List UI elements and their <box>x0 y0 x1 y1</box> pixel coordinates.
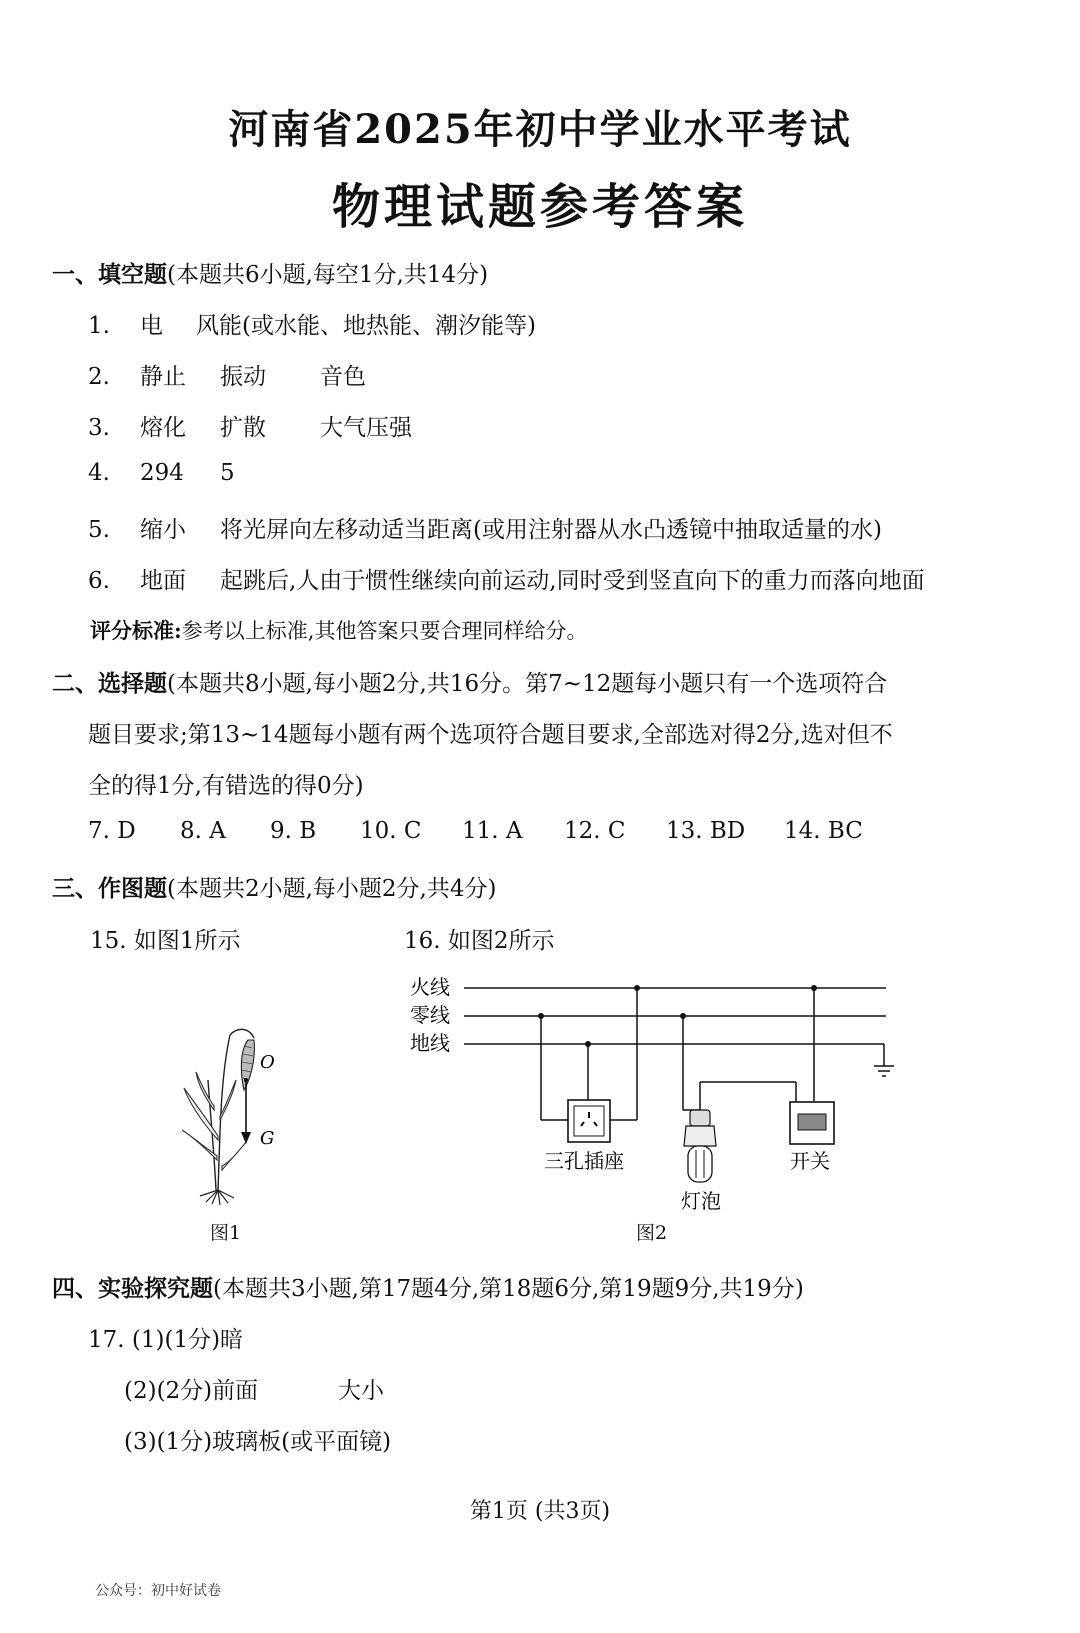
bulb-icon <box>684 1110 716 1182</box>
section2-header <box>52 665 887 698</box>
q17-part2-a: (2)(2分)前面 <box>124 1378 259 1404</box>
answer-a: 熔化 <box>140 415 186 441</box>
answer-b: 将光屏向左移动适当距离(或用注射器从水凸透镜中抽取适量的水) <box>220 517 882 543</box>
answer-b: 风能(或水能、地热能、潮汐能等) <box>196 313 536 339</box>
page-title: 河南省2025年初中学业水平考试 <box>228 106 852 153</box>
answer-row-2 <box>88 358 366 391</box>
answer-row-1 <box>88 307 536 340</box>
q17-part3: (3)(1分)玻璃板(或平面镜) <box>124 1429 392 1455</box>
answer-a: 294 <box>140 460 184 486</box>
answer-b: 起跳后,人由于惯性继续向前运动,同时受到竖直向下的重力而落向地面 <box>220 568 925 594</box>
grading-note <box>90 615 587 645</box>
live-wire-label: 火线 <box>410 975 450 999</box>
choice-answer: 12. C <box>564 818 626 844</box>
answer-a: 静止 <box>140 364 186 390</box>
section1-desc: (本题共6小题,每空1分,共14分) <box>167 262 489 288</box>
watermark: 公众号：初中好试卷 <box>95 1583 221 1599</box>
q15-label: 15. 如图1所示 <box>90 928 241 954</box>
lamp-switch-wiring <box>683 988 814 1110</box>
figure-1-plant-diagram <box>170 1010 300 1220</box>
answer-c: 大气压强 <box>320 415 412 441</box>
answer-row-6 <box>88 562 925 595</box>
figure-2-circuit-diagram <box>400 970 920 1230</box>
answer-a: 地面 <box>140 568 186 594</box>
section3-desc: (本题共2小题,每小题2分,共4分) <box>167 876 497 902</box>
section2-desc-1: (本题共8小题,每小题2分,共16分。第7~12题每小题只有一个选项符合 <box>167 671 888 697</box>
bulb-label: 灯泡 <box>681 1189 721 1213</box>
q17-part2 <box>124 1372 384 1405</box>
answer-c: 音色 <box>320 364 366 390</box>
three-hole-socket <box>568 1100 610 1142</box>
answer-number: 3. <box>88 415 110 441</box>
section2-desc-3: 全的得1分,有错选的得0分) <box>88 773 364 799</box>
choice-answer: 9. B <box>270 818 317 844</box>
choice-answers <box>88 818 863 844</box>
answer-b: 5 <box>220 460 235 486</box>
choice-answer: 14. BC <box>784 818 863 844</box>
label-o: O <box>260 1052 275 1073</box>
answer-number: 4. <box>88 460 110 486</box>
choice-answer: 11. A <box>462 818 523 844</box>
choice-answer: 8. A <box>180 818 226 844</box>
page-number: 第1页 (共3页) <box>469 1499 611 1524</box>
answer-row-4 <box>88 460 235 486</box>
label-g: G <box>260 1128 275 1149</box>
ground-symbol <box>874 1044 894 1076</box>
socket-label: 三孔插座 <box>544 1149 624 1173</box>
q16-label: 16. 如图2所示 <box>404 928 555 954</box>
section1-header <box>52 256 488 289</box>
leaves <box>182 1072 246 1170</box>
figure-2-caption: 图2 <box>636 1222 668 1244</box>
gravity-arrow-head <box>241 1132 251 1144</box>
roots <box>200 1190 234 1205</box>
answer-number: 6. <box>88 568 110 594</box>
section2-desc-2: 题目要求;第13~14题每小题有两个选项符合题目要求,全部选对得2分,选对但不 <box>88 722 893 748</box>
section4-desc: (本题共3小题,第17题4分,第18题6分,第19题9分,共19分) <box>213 1276 804 1302</box>
section3-header <box>52 870 496 903</box>
answer-number: 1. <box>88 313 110 339</box>
q17-part2-b: 大小 <box>338 1378 384 1404</box>
grading-note-text: 参考以上标准,其他答案只要合理同样给分。 <box>181 619 588 643</box>
section2-heading: 二、选择题 <box>52 670 167 697</box>
stems <box>208 1035 230 1190</box>
center-of-gravity-point <box>244 1078 248 1082</box>
choice-answer: 13. BD <box>666 818 746 844</box>
section4-heading: 四、实验探究题 <box>52 1275 213 1302</box>
choice-answer: 10. C <box>360 818 422 844</box>
answer-a: 电 <box>140 313 163 339</box>
section4-header <box>52 1270 804 1303</box>
choice-answer: 7. D <box>88 818 136 844</box>
grading-note-label: 评分标准: <box>90 618 182 643</box>
switch-icon <box>790 1102 834 1144</box>
answer-number: 5. <box>88 517 110 543</box>
switch-label: 开关 <box>790 1149 830 1173</box>
answer-row-3 <box>88 409 412 442</box>
answer-row-5 <box>88 511 882 544</box>
neutral-wire-label: 零线 <box>410 1003 450 1027</box>
q17-part1: 17. (1)(1分)暗 <box>88 1327 244 1353</box>
answer-b: 扩散 <box>220 415 266 441</box>
answer-number: 2. <box>88 364 110 390</box>
page-subtitle: 物理试题参考答案 <box>331 179 748 235</box>
grain-ear <box>230 1029 254 1090</box>
ground-wire-label: 地线 <box>410 1031 450 1055</box>
section3-heading: 三、作图题 <box>52 875 167 902</box>
answer-b: 振动 <box>220 364 266 390</box>
figure-1-caption: 图1 <box>210 1222 242 1244</box>
section1-heading: 一、填空题 <box>52 261 167 288</box>
answer-a: 缩小 <box>140 517 186 543</box>
